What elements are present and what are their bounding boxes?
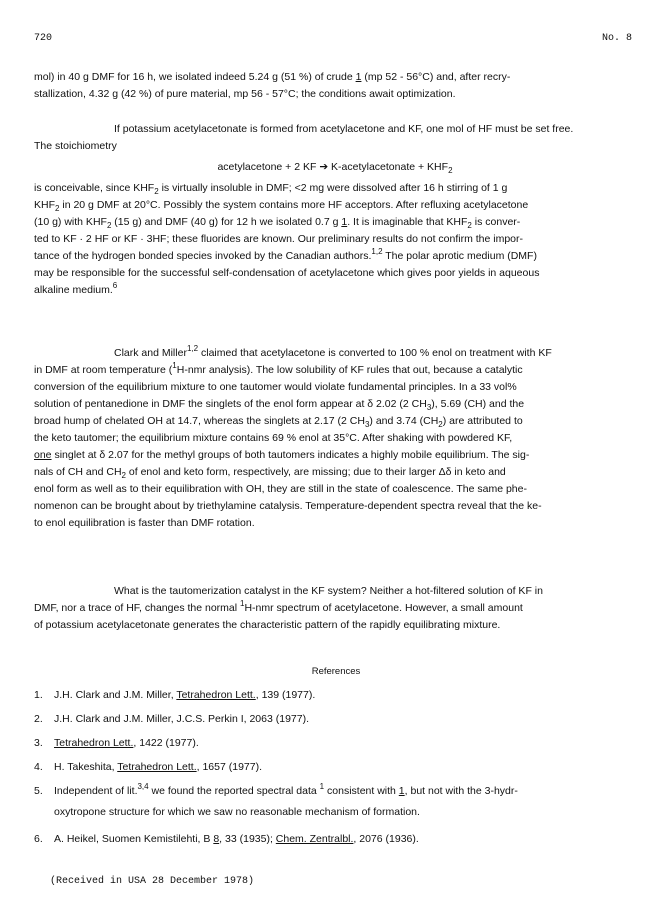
reference-number: 5. — [34, 785, 43, 797]
text-line: mol) in 40 g DMF for 16 h, we isolated indeed 5.24 g (51 %) of crude 1 (mp 52 - 56°C) and, after recry- — [34, 71, 511, 83]
reference-item: 3. Tetrahedron Lett., 1422 (1977). — [34, 735, 636, 752]
paragraph-stoichiometry — [34, 121, 636, 299]
received-date: (Received in USA 28 December 1978) — [50, 876, 255, 887]
paragraph-catalyst-question — [34, 583, 636, 634]
text-line: Clark and Miller$^{1,2}$ claimed that acetylacetone is converted to 100 % enol on treatment with KF — [114, 344, 552, 359]
paragraph-tautomer-analysis — [34, 345, 636, 532]
reference-number: 6. — [34, 833, 43, 845]
text-line: to enol equilibration is faster than DMF rotation. — [34, 517, 255, 529]
text-line: conversion of the equilibrium mixture to one tautomer would violate fundamental principles. In a 33 vol% — [34, 381, 517, 393]
issue-number: No. 8 — [601, 33, 632, 44]
text-line: alkaline medium.$^6$ — [34, 281, 118, 296]
page-number: 720 — [34, 33, 53, 44]
text-line: is conceivable, since $KHF_2$ is virtually insoluble in DMF; <2 mg were dissolved after 16 h stirring of 1 g — [34, 182, 508, 196]
reference-number: 2. — [34, 713, 43, 725]
text-line: The stoichiometry — [34, 140, 117, 152]
text-line: the keto tautomer; the equilibrium mixture contains 69 % enol at 35°C. After shaking with powdered KF, — [34, 432, 513, 444]
text-line: enol form as well as to their equilibration with OH, they are still in the state of coalescence. The same phe- — [34, 483, 527, 495]
text-line: If potassium acetylacetonate is formed from acetylacetone and KF, one mol of HF must be set free. — [114, 123, 574, 135]
reference-item: 5. Independent of lit.$^{3,4}$ we found the reported spectral data $^1$ consistent with 1, but not with the 3-hydr- oxytropone structure for which we saw no reasonable mechanism of formation. — [34, 782, 518, 818]
text-line: (10 g) with $KHF_2$ (15 g) and DMF (40 g) for 12 h we isolated 0.7 g 1. It is imaginable that $KHF_2$ is conver- — [34, 216, 521, 230]
reference-number: 3. — [34, 737, 43, 749]
reaction-equation: acetylacetone + 2 KF ➔ K-acetylacetonate + $KHF_2$ — [217, 161, 453, 175]
text-line: tance of the hydrogen bonded species invoked by the Canadian authors.$^{1,2}$ The polar aprotic medium (DMF) — [34, 247, 537, 262]
text-line: What is the tautomerization catalyst in the KF system? Neither a hot-filtered solution of KF in — [114, 585, 543, 597]
reference-number: 4. — [34, 761, 43, 773]
text-line: $KHF_2$ in 20 g DMF at 20°C. Possibly the system contains more HF acceptors. After refluxing acetylacetone — [34, 199, 529, 213]
text-line: solution of pentanedione in DMF the singlets of the enol form appear at δ 2.02 (2 $CH_3$), 5.69 (CH) and the — [34, 398, 525, 412]
text-line: of potassium acetylacetonate generates the characteristic pattern of the rapidly equilibrating mixture. — [34, 619, 501, 631]
paragraph-continuation — [34, 69, 636, 103]
reference-number: 1. — [34, 689, 43, 701]
reference-item: 2. J.H. Clark and J.M. Miller, J.C.S. Perkin I, 2063 (1977). — [34, 711, 636, 728]
text-line: nals of CH and $CH_2$ of enol and keto form, respectively, are missing; due to their larger Δδ in keto and — [34, 466, 506, 480]
reference-item: 1. J.H. Clark and J.M. Miller, Tetrahedron Lett., 139 (1977). — [34, 687, 636, 704]
text-line: DMF, nor a trace of HF, changes the normal $^1$H-nmr spectrum of acetylacetone. However, a small amount — [34, 599, 523, 614]
text-line: broad hump of chelated OH at 14.7, whereas the singlets at 2.17 (2 $CH_3$) and 3.74 $(CH_2)$ are attributed to — [34, 415, 523, 429]
text-line: may be responsible for the successful self-condensation of acetylacetone which gives poor yields in aqueous — [34, 267, 540, 279]
reference-item: 4. H. Takeshita, Tetrahedron Lett., 1657 (1977). — [34, 759, 636, 776]
text-line: nomenon can be brought about by triethylamine catalysis. Temperature-dependent spectra reveal that the ke- — [34, 500, 542, 512]
text-line: stallization, 4.32 g (42 %) of pure material, mp 56 - 57°C; the conditions await optimization. — [34, 88, 456, 100]
text-line: ted to KF · 2 HF or KF · 3HF; these fluorides are known. Our preliminary results do not confirm the impor- — [34, 233, 524, 245]
text-line: one singlet at δ 2.07 for the methyl groups of both tautomers indicates a highly mobile equilibrium. The sig- — [34, 449, 530, 461]
references-heading: References — [311, 666, 361, 677]
reference-item: 6. A. Heikel, Suomen Kemistilehti, B 8, 33 (1935); Chem. Zentralbl., 2076 (1936). — [34, 831, 636, 848]
text-line: in DMF at room temperature ($^1$H-nmr analysis). The low solubility of KF rules that out, because a catalytic — [34, 361, 523, 376]
